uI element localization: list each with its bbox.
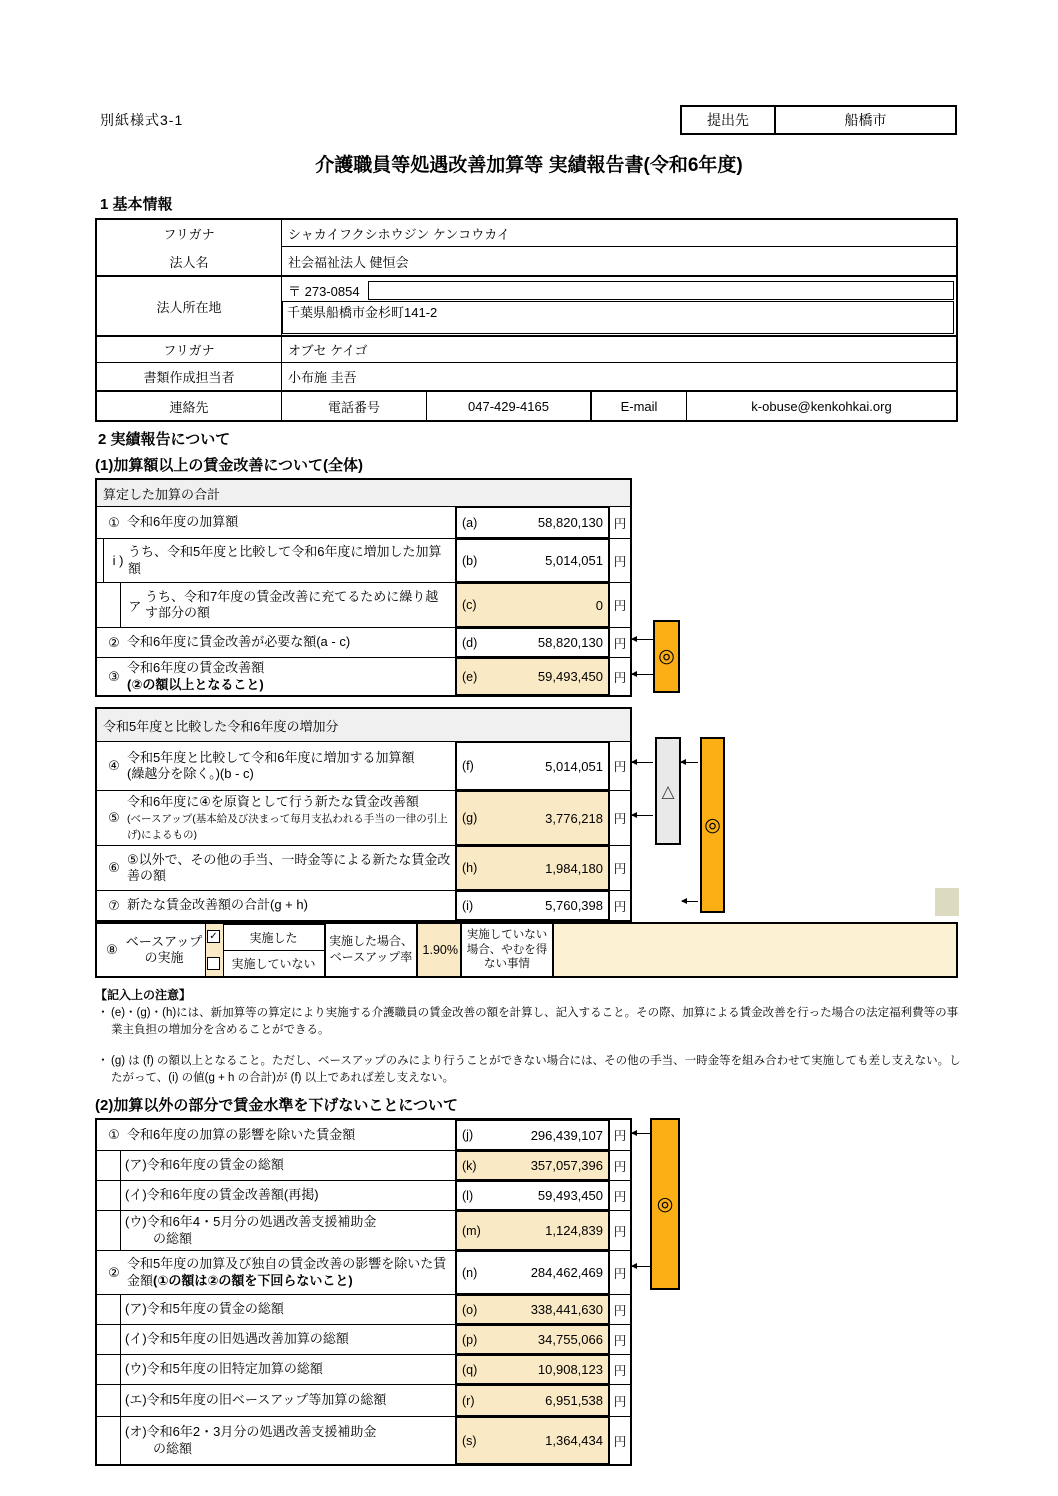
table-row: (オ)令和6年2・3月分の処遇改善支援補助金 の総額 (s) 1,364,434 円: [97, 1416, 630, 1464]
corp-name-label: 法人名: [169, 254, 209, 270]
baseup-yes-label: 実施した: [223, 924, 325, 951]
author-label: 書類作成担当者: [97, 363, 282, 390]
table1: [95, 478, 632, 697]
arrow-left-icon: [632, 1133, 650, 1134]
note-item: ・ (g) は (f) の額以上となること。ただし、ベースアップのみにより行うことができない場合には、その他の手当、一時金等を組み合わせて実施しても差し支えない。したがって、(i) の値(g + h の合計)が (f) 以上であれば差し支えない。: [95, 1053, 967, 1088]
table-row: ⑥ ⑤以外で、その他の手当、一時金等による新たな賃金改善の額 (h) 1,984,180 円: [97, 845, 630, 890]
double-circle-icon: ◎: [658, 646, 675, 667]
table-row: (イ)令和6年度の賃金改善額(再掲) (l) 59,493,450 円: [97, 1180, 630, 1210]
baseup-yes-checkbox[interactable]: ✓: [207, 930, 220, 943]
email-field[interactable]: k-obuse@kenkohkai.org: [751, 398, 892, 414]
label-column: [97, 220, 282, 275]
table-row: ② 令和6年度に賃金改善が必要な額(a - c) (d) 58,820,130 円: [97, 627, 630, 657]
submit-to-value: 船橋市: [844, 112, 887, 128]
cell-h-input[interactable]: (h) 1,984,180: [455, 845, 610, 891]
table-row: (ア)令和6年度の賃金の総額 (k) 357,057,396 円: [97, 1150, 630, 1180]
check-marker-bar: [653, 620, 680, 693]
check-marker-bar: [650, 1118, 680, 1290]
table3: [95, 1118, 632, 1466]
cell-d: (d) 58,820,130: [455, 627, 610, 658]
arrow-left-icon: [632, 1266, 650, 1267]
cell-c-input[interactable]: (c) 0: [455, 582, 610, 628]
table-row: ① 令和6年度の加算の影響を除いた賃金額 (j) 296,439,107 円: [97, 1120, 630, 1150]
cell-o-input[interactable]: (o) 338,441,630: [455, 1294, 610, 1325]
note-item: ・ (e)・(g)・(h)には、新加算等の算定により実施する介護職員の賃金改善の額を計算し、記入すること。その際、加算による賃金改善を行った場合の法定福利費等の事業主負担の増加分を含めることができる。: [95, 1005, 967, 1040]
table-row: ② 令和5年度の加算及び独自の賃金改善の影響を除いた賃金額(①の額は②の額を下回らないこと) (n) 284,462,469 円: [97, 1250, 630, 1294]
double-circle-icon: ◎: [704, 814, 721, 836]
cell-p-input[interactable]: (p) 34,755,066: [455, 1324, 610, 1355]
postal-code-field[interactable]: 〒 273-0854: [288, 284, 360, 299]
arrow-left-icon: [632, 639, 653, 640]
furigana2-label: フリガナ: [97, 337, 282, 362]
table-row: ⑦ 新たな賃金改善額の合計(g + h) (i) 5,760,398 円: [97, 890, 630, 920]
email-label: E-mail: [592, 392, 687, 420]
table-row: (イ)令和5年度の旧処遇改善加算の総額 (p) 34,755,066 円: [97, 1324, 630, 1354]
arrow-left-icon: [632, 762, 653, 763]
bullet: ・: [97, 1054, 109, 1067]
section-basic-heading: 1 基本情報: [100, 196, 173, 213]
cell-e-input[interactable]: (e) 59,493,450: [455, 657, 610, 696]
form-code: 別紙様式3-1: [100, 112, 184, 128]
arrow-left-icon: [632, 674, 653, 675]
arrow-left-icon: [632, 815, 653, 816]
notes-heading: 【記入上の注意】: [95, 988, 192, 1002]
corp-name-field[interactable]: 社会福祉法人 健恒会: [288, 254, 409, 270]
furigana1-field[interactable]: シャカイフクシホウジン ケンコウカイ: [282, 220, 956, 247]
cell-f: (f) 5,014,051: [455, 741, 610, 791]
triangle-icon: △: [661, 781, 675, 801]
baseup-reason-input[interactable]: [552, 924, 956, 976]
sub2-heading: (2)加算以外の部分で賃金水準を下げないことについて: [95, 1097, 459, 1114]
table-row: ⑤ 令和6年度に④を原資として行う新たな賃金改善額 (ベースアップ(基本給及び決まって毎月支払われる手当の一律の引上げ)によるもの) (g) 3,776,218 円: [97, 790, 630, 845]
cell-l: (l) 59,493,450: [455, 1180, 610, 1211]
table-row: ③ 令和6年度の賃金改善額 (②の額以上となること) (e) 59,493,450 円: [97, 657, 630, 695]
page-title: 介護職員等処遇改善加算等 実績報告書(令和6年度): [315, 155, 743, 176]
cell-k-input[interactable]: (k) 357,057,396: [455, 1150, 610, 1181]
compare-marker-bar: [655, 737, 681, 845]
cell-g-input[interactable]: (g) 3,776,218: [455, 790, 610, 846]
cell-n: (n) 284,462,469: [455, 1250, 610, 1295]
tel-field[interactable]: 047-429-4165: [427, 392, 592, 420]
table1-wrap: [95, 478, 965, 697]
checkbox-column: [205, 924, 223, 976]
arrow-left-icon: [682, 901, 698, 902]
bullet: ・: [97, 1007, 109, 1019]
baseup-no-checkbox[interactable]: [207, 957, 220, 970]
sub1-heading: (1)加算額以上の賃金改善について(全体): [95, 457, 364, 474]
table-row: (ア)令和5年度の賃金の総額 (o) 338,441,630 円: [97, 1294, 630, 1324]
table3-wrap: [95, 1118, 965, 1466]
double-circle-icon: ◎: [656, 1193, 674, 1215]
contact-label: 連絡先: [97, 392, 282, 420]
address-field[interactable]: 千葉県船橋市金杉町141-2: [282, 301, 954, 334]
cell-j: (j) 296,439,107: [455, 1119, 610, 1151]
basic-info-table: [95, 218, 958, 422]
address-label: 法人所在地: [97, 277, 282, 335]
cell-m-input[interactable]: (m) 1,124,839: [455, 1210, 610, 1251]
table-row: ① 令和6年度の加算額 (a) 58,820,130 円: [97, 507, 630, 538]
comment-marker: [935, 888, 959, 916]
table-row: (エ)令和5年度の旧ベースアップ等加算の総額 (r) 6,951,538 円: [97, 1384, 630, 1416]
submit-to-box: [680, 105, 957, 135]
table2-wrap: [95, 707, 965, 978]
baseup-no-label: 実施していない: [223, 950, 325, 977]
cell-a: (a) 58,820,130: [455, 506, 610, 539]
table1-header: 算定した加算の合計: [97, 480, 630, 507]
author-field[interactable]: 小布施 圭吾: [288, 370, 357, 385]
check-marker-bar: [700, 737, 725, 913]
cell-i: (i) 5,760,398: [455, 890, 610, 921]
table-row: ④ 令和5年度と比較して令和6年度に増加する加算額 (繰越分を除く。)(b - c) (f) 5,014,051 円: [97, 742, 630, 790]
cell-s-input[interactable]: (s) 1,364,434: [455, 1416, 610, 1465]
table-row: (ウ)令和5年度の旧特定加算の総額 (q) 10,908,123 円: [97, 1354, 630, 1384]
cell-b: (b) 5,014,051: [455, 538, 610, 583]
table2-header: 令和5年度と比較した令和6年度の増加分: [97, 709, 630, 742]
baseup-row: ⑧ ベースアップの実施 ✓ 実施した 実施していない 実施した場合、ベースアップ率 1.90% 実施していない場合、やむを得ない事情: [95, 922, 958, 978]
notes: [95, 1005, 967, 1100]
table-row: ア うち、令和7年度の賃金改善に充てるために繰り越す部分の額 (c) 0 円: [97, 582, 630, 627]
arrow-left-icon: [681, 762, 698, 763]
cell-q-input[interactable]: (q) 10,908,123: [455, 1354, 610, 1385]
postal-extra-box[interactable]: [368, 281, 954, 300]
cell-r-input[interactable]: (r) 6,951,538: [455, 1384, 610, 1417]
baseup-rate-label: 実施した場合、ベースアップ率: [324, 924, 416, 976]
tel-label: 電話番号: [282, 392, 427, 420]
table-row: (ウ)令和6年4・5月分の処遇改善支援補助金 の総額 (m) 1,124,839 円: [97, 1210, 630, 1250]
table-row: i ) うち、令和5年度と比較して令和6年度に増加した加算額 (b) 5,014,051 円: [97, 538, 630, 582]
table2: [95, 707, 632, 922]
section-report-heading: 2 実績報告について: [98, 431, 231, 448]
furigana2-field[interactable]: オブセ ケイゴ: [288, 343, 368, 358]
submit-to-label: 提出先: [682, 107, 776, 133]
baseup-rate-input[interactable]: 1.90%: [416, 924, 460, 976]
baseup-reason-label: 実施していない場合、やむを得ない事情: [460, 924, 552, 976]
furigana1-label: フリガナ: [163, 227, 215, 243]
